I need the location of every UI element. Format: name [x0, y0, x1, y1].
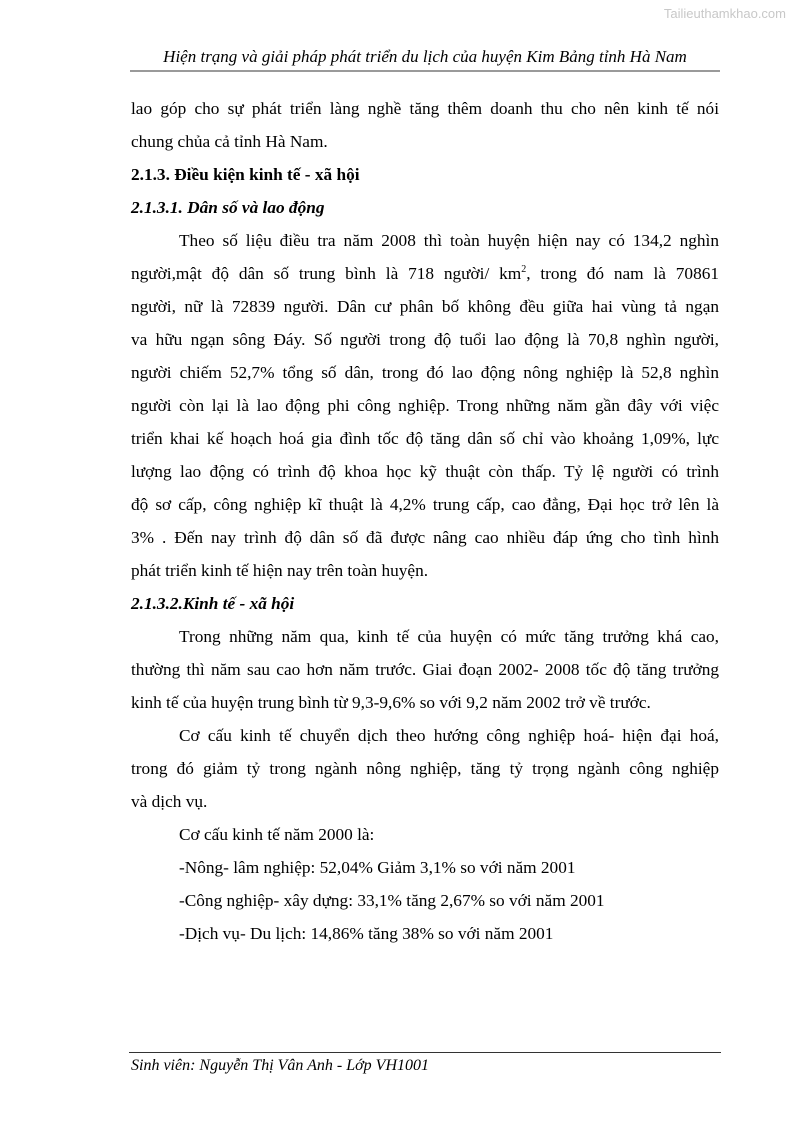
body-line: người chiếm 52,7% tổng số dân, trong đó lao động nông nghiệp là 52,8 nghìn — [131, 363, 719, 382]
list-item: -Nông- lâm nghiệp: 52,04% Giảm 3,1% so với năm 2001 — [179, 858, 576, 877]
subsection-heading-2-1-3-1: 2.1.3.1. Dân số và lao động — [131, 198, 325, 217]
body-line: Trong những năm qua, kinh tế của huyện có mức tăng trưởng khá cao, — [179, 627, 719, 646]
running-header: Hiện trạng và giải pháp phát triển du lịch của huyện Kim Bảng tỉnh Hà Nam — [163, 47, 687, 66]
watermark: Tailieuthamkhao.com — [663, 6, 786, 21]
body-line: kinh tế của huyện trung bình từ 9,3-9,6% so với 9,2 năm 2002 trở về trước. — [131, 693, 651, 712]
body-line — [131, 257, 719, 290]
superscript: 2 — [521, 264, 527, 275]
header-divider — [130, 70, 720, 72]
footer-divider — [129, 1052, 721, 1053]
page-body — [131, 92, 719, 950]
body-line: chung chủa cả tỉnh Hà Nam. — [131, 132, 328, 151]
body-line: và dịch vụ. — [131, 792, 208, 811]
body-line-text: người,mật độ dân số trung bình là 718 người/ km — [131, 264, 522, 283]
structure-list — [131, 851, 719, 950]
body-line: Theo số liệu điều tra năm 2008 thì toàn huyện hiện nay có 134,2 nghìn — [179, 231, 719, 250]
list-item: -Công nghiệp- xây dựng: 33,1% tăng 2,67% so với năm 2001 — [179, 891, 605, 910]
body-line: Cơ cấu kinh tế chuyển dịch theo hướng công nghiệp hoá- hiện đại hoá, — [179, 726, 719, 745]
body-line: phát triển kinh tế hiện nay trên toàn huyện. — [131, 561, 429, 580]
paragraph-economy-growth — [131, 620, 719, 719]
body-line: lao góp cho sự phát triển làng nghề tăng thêm doanh thu cho nên kinh tế nói — [131, 99, 719, 118]
body-line: người, nữ là 72839 người. Dân cư phân bố không đều giữa hai vùng tả ngạn — [131, 297, 719, 316]
paragraph-population — [131, 224, 719, 587]
running-footer: Sinh viên: Nguyễn Thị Vân Anh - Lớp VH1001 — [131, 1057, 429, 1074]
body-line: va hữu ngạn sông Đáy. Số người trong độ tuổi lao động là 70,8 nghìn người, — [131, 330, 719, 349]
body-line: người còn lại là lao động phi công nghiệp. Trong những năm gần đây với việc — [131, 396, 719, 415]
body-line: triển khai kế hoạch hoá gia đình tốc độ tăng dân số chỉ vào khoảng 1,09%, lực — [131, 429, 719, 448]
list-item: -Dịch vụ- Du lịch: 14,86% tăng 38% so với năm 2001 — [179, 924, 554, 943]
body-line: độ sơ cấp, công nghiệp kĩ thuật là 4,2% trung cấp, cao đẳng, Đại học trở lên là — [131, 495, 719, 514]
body-line: thường thì năm sau cao hơn năm trước. Giai đoạn 2002- 2008 tốc độ tăng trưởng — [131, 660, 719, 679]
body-line-text: , trong đó nam là 70861 — [526, 264, 719, 283]
body-line: lượng lao động có trình độ khoa học kỹ thuật còn thấp. Tỷ lệ người có trình — [131, 462, 719, 481]
subsection-heading-2-1-3-2: 2.1.3.2.Kinh tế - xã hội — [131, 594, 295, 613]
body-line: trong đó giảm tỷ trong ngành nông nghiệp, tăng tỷ trọng ngành công nghiệp — [131, 759, 719, 778]
structure-intro: Cơ cấu kinh tế năm 2000 là: — [179, 825, 375, 844]
body-line: 3% . Đến nay trình độ dân số đã được nâng cao nhiều đáp ứng cho tình hình — [131, 528, 719, 547]
paragraph-economy-structure — [131, 719, 719, 818]
section-heading-2-1-3: 2.1.3. Điều kiện kinh tế - xã hội — [131, 165, 360, 184]
